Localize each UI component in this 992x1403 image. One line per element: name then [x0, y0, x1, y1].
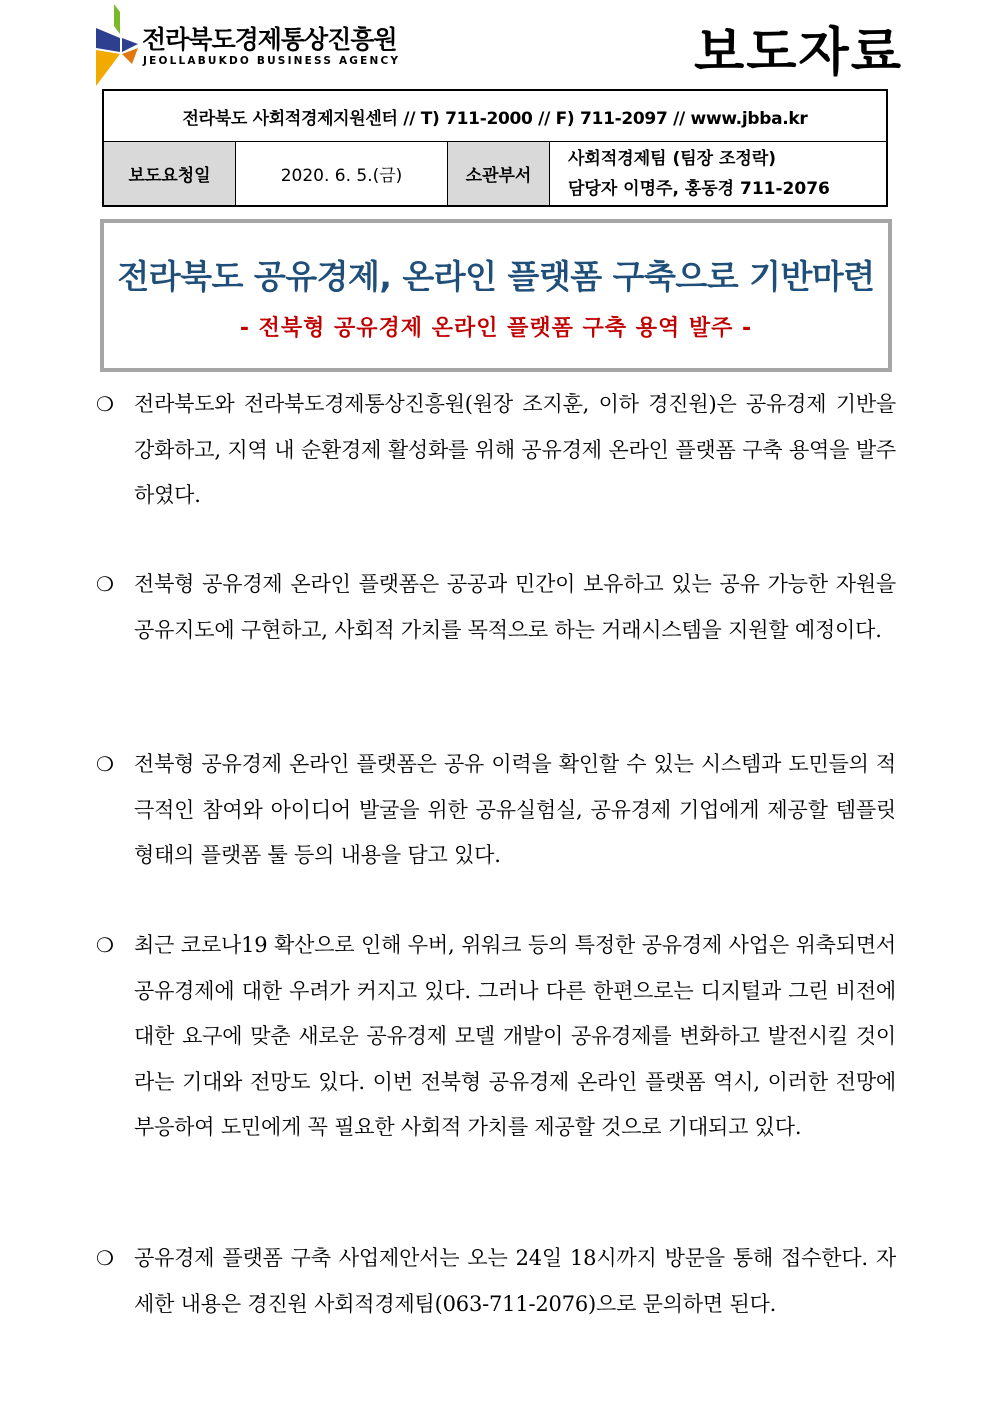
department: 사회적경제팀 (팀장 조정락): [568, 148, 777, 169]
paragraph: [96, 923, 896, 1151]
headline-box: [100, 219, 892, 372]
bullet-icon: ❍: [96, 1246, 114, 1270]
bullet-icon: ❍: [96, 572, 114, 596]
request-date: 2020. 6. 5.(금): [236, 142, 448, 205]
department-label: 소관부서: [448, 142, 550, 205]
paragraph: [96, 562, 896, 653]
info-table: [102, 89, 888, 207]
agency-logo: [92, 4, 140, 86]
headline-subtitle: - 전북형 공유경제 온라인 플랫폼 구축 용역 발주 -: [239, 316, 753, 341]
paragraph-text: 전북형 공유경제 온라인 플랫폼은 공유 이력을 확인할 수 있는 시스템과 도민들의 적극적인 참여와 아이디어 발굴을 위한 공유실험실, 공유경제 기업에게 제공할 템플릿 형태의 플랫폼 툴 등의 내용을 담고 있다.: [134, 752, 896, 867]
org-name-en: JEOLLABUKDO BUSINESS AGENCY: [143, 55, 401, 67]
paragraph-text: 공유경제 플랫폼 구축 사업제안서는 오는 24일 18시까지 방문을 통해 접수한다. 자세한 내용은 경진원 사회적경제팀(063-711-2076)으로 문의하면 된다.: [134, 1246, 896, 1316]
department-cell: [550, 142, 886, 205]
paragraph: [96, 382, 896, 519]
doc-type-title: 보도자료: [694, 23, 903, 83]
contact-line: 전라북도 사회적경제지원센터 // T) 711-2000 // F) 711-2097 // www.jbba.kr: [104, 91, 886, 142]
bullet-icon: ❍: [96, 392, 114, 416]
paragraph-text: 전북형 공유경제 온라인 플랫폼은 공공과 민간이 보유하고 있는 공유 가능한 자원을 공유지도에 구현하고, 사회적 가치를 목적으로 하는 거래시스템을 지원할 예정이다.: [134, 572, 896, 642]
paragraph: [96, 1236, 896, 1327]
org-name-kr: 전라북도경제통상진흥원: [142, 25, 397, 54]
paragraph-text: 최근 코로나19 확산으로 인해 우버, 위워크 등의 특정한 공유경제 사업은 위축되면서 공유경제에 대한 우려가 커지고 있다. 그러나 다른 한편으로는 디지털과 그린 비전에 대한 요구에 맞춘 새로운 공유경제 모델 개발이 공유경제를 변화하고 발전시킬 것이라는 기대와 전망도 있다. 이번 전북형 공유경제 온라인 플랫폼 역시, 이러한 전망에 부응하여 도민에게 꼭 필요한 사회적 가치를 제공할 것으로 기대되고 있다.: [134, 933, 896, 1139]
bullet-icon: ❍: [96, 933, 114, 957]
bullet-icon: ❍: [96, 752, 114, 776]
paragraph-text: 전라북도와 전라북도경제통상진흥원(원장 조지훈, 이하 경진원)은 공유경제 기반을 강화하고, 지역 내 순환경제 활성화를 위해 공유경제 온라인 플랫폼 구축 용역을 발주하였다.: [134, 392, 896, 507]
paragraph: [96, 742, 896, 879]
headline-title: 전라북도 공유경제, 온라인 플랫폼 구축으로 기반마련: [117, 257, 875, 296]
request-date-label: 보도요청일: [104, 142, 236, 205]
contact-person: 담당자 이명주, 홍동경 711-2076: [568, 178, 830, 199]
